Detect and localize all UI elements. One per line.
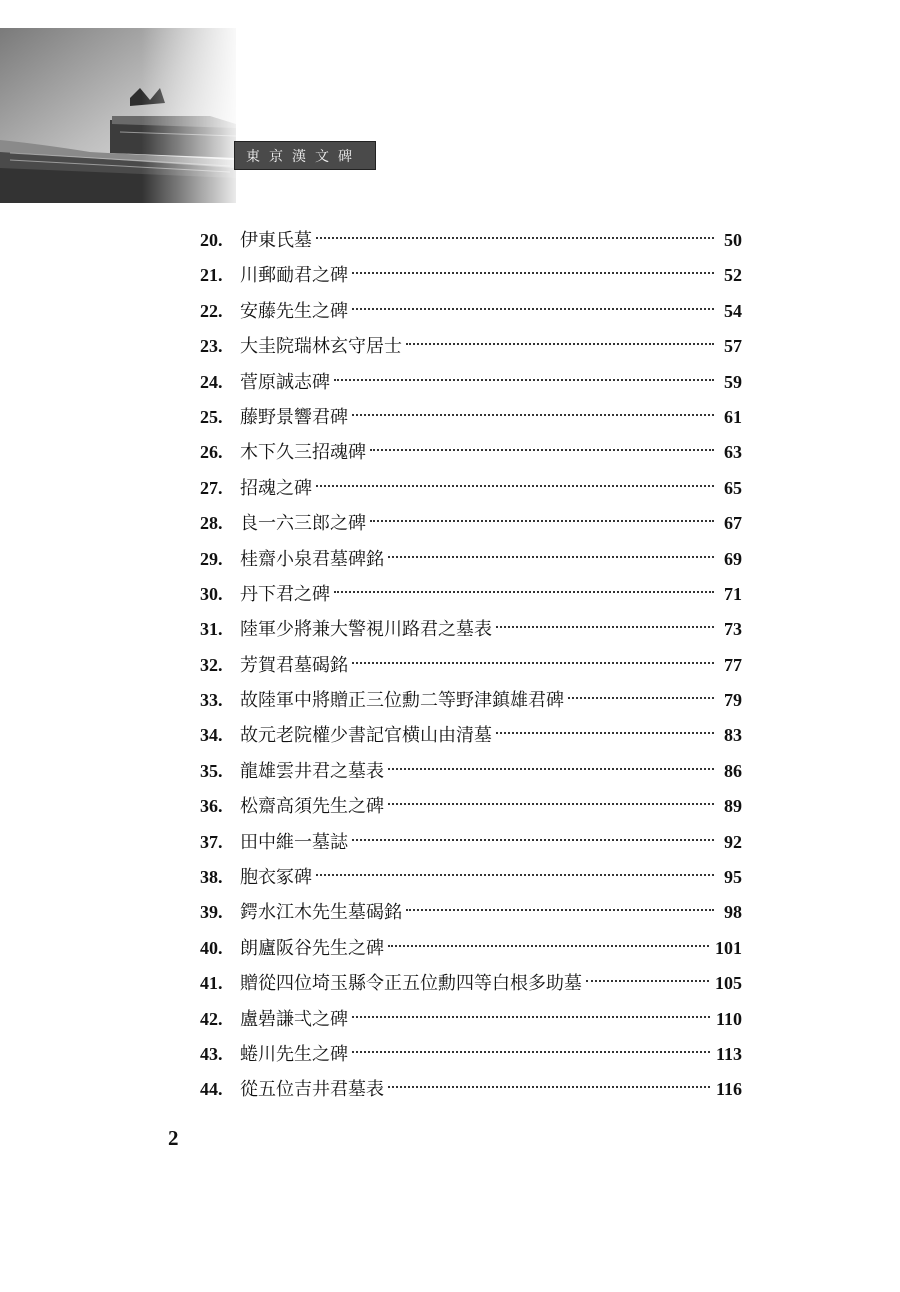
toc-entry[interactable] xyxy=(200,931,742,966)
toc-entry-page: 86 xyxy=(724,760,742,781)
toc-entry-title: 田中維一墓誌 xyxy=(240,831,348,853)
toc-entry-number: 41. xyxy=(200,973,223,994)
toc-entry-number: 44. xyxy=(200,1079,223,1100)
toc-entry-title: 松齋高須先生之碑 xyxy=(240,796,384,818)
toc-entry[interactable] xyxy=(200,1002,742,1037)
toc-entry[interactable] xyxy=(200,718,742,753)
toc-entry-page: 98 xyxy=(724,902,742,923)
toc-entry[interactable] xyxy=(200,860,742,895)
toc-entry-title: 蜷川先生之碑 xyxy=(240,1043,348,1065)
toc-entry-page: 65 xyxy=(724,477,742,498)
dot-leader xyxy=(352,414,714,416)
toc-entry-number: 34. xyxy=(200,725,223,746)
dot-leader xyxy=(406,909,714,911)
toc-entry-number: 32. xyxy=(200,654,223,675)
toc-entry-number: 36. xyxy=(200,796,223,817)
book-title: 東京漢文碑 xyxy=(246,149,361,165)
table-of-contents xyxy=(200,223,742,1108)
dot-leader xyxy=(352,1051,710,1053)
toc-entry-page: 71 xyxy=(724,583,742,604)
toc-entry-number: 35. xyxy=(200,760,223,781)
toc-entry-page: 59 xyxy=(724,371,742,392)
toc-entry[interactable] xyxy=(200,577,742,612)
toc-entry-title: 故元老院權少書記官横山由清墓 xyxy=(240,725,492,747)
dot-leader xyxy=(388,1086,710,1088)
toc-entry-page: 89 xyxy=(724,796,742,817)
toc-entry-title: 贈從四位埼玉縣令正五位勳四等白根多助墓 xyxy=(240,973,582,995)
toc-entry-page: 95 xyxy=(724,867,742,888)
toc-entry-number: 21. xyxy=(200,265,223,286)
dot-leader xyxy=(370,449,714,451)
toc-entry-title: 胞衣冢碑 xyxy=(240,867,312,889)
toc-entry-page: 61 xyxy=(724,406,742,427)
toc-entry[interactable] xyxy=(200,471,742,506)
toc-entry-number: 43. xyxy=(200,1043,223,1064)
dot-leader xyxy=(352,1016,710,1018)
dot-leader xyxy=(406,343,714,345)
dot-leader xyxy=(334,591,714,593)
toc-entry-page: 110 xyxy=(715,1008,742,1029)
toc-entry-title: 良一六三郎之碑 xyxy=(240,513,366,535)
toc-entry-title: 龍雄雲井君之墓表 xyxy=(240,760,384,782)
dot-leader xyxy=(496,626,714,628)
toc-entry-title: 安藤先生之碑 xyxy=(240,300,348,322)
dot-leader xyxy=(316,485,714,487)
toc-entry-title: 芳賀君墓碣銘 xyxy=(240,654,348,676)
dot-leader xyxy=(316,237,714,239)
toc-entry-number: 39. xyxy=(200,902,223,923)
toc-entry-page: 79 xyxy=(724,690,742,711)
dot-leader xyxy=(352,662,714,664)
dot-leader xyxy=(352,272,714,274)
toc-entry[interactable] xyxy=(200,506,742,541)
toc-entry-number: 28. xyxy=(200,513,223,534)
toc-entry-page: 105 xyxy=(715,973,742,994)
toc-entry[interactable] xyxy=(200,258,742,293)
toc-entry-page: 77 xyxy=(724,654,742,675)
toc-entry-number: 37. xyxy=(200,831,223,852)
toc-entry-title: 藤野景響君碑 xyxy=(240,406,348,428)
toc-entry-number: 22. xyxy=(200,300,223,321)
toc-entry-page: 67 xyxy=(724,513,742,534)
dot-leader xyxy=(370,520,714,522)
toc-entry[interactable] xyxy=(200,648,742,683)
toc-entry-number: 30. xyxy=(200,583,223,604)
toc-entry-title: 大圭院瑞林玄守居士 xyxy=(240,336,402,358)
toc-entry-page: 63 xyxy=(724,442,742,463)
dot-leader xyxy=(586,980,709,982)
toc-entry-page: 73 xyxy=(724,619,742,640)
toc-entry-number: 40. xyxy=(200,937,223,958)
toc-entry[interactable] xyxy=(200,966,742,1001)
dot-leader xyxy=(388,556,714,558)
toc-entry-page: 83 xyxy=(724,725,742,746)
dot-leader xyxy=(388,768,714,770)
toc-entry-number: 23. xyxy=(200,336,223,357)
toc-entry-page: 57 xyxy=(724,336,742,357)
dot-leader xyxy=(388,945,709,947)
toc-entry[interactable] xyxy=(200,1072,742,1107)
toc-entry-number: 33. xyxy=(200,690,223,711)
toc-entry-number: 42. xyxy=(200,1008,223,1029)
toc-entry-number: 31. xyxy=(200,619,223,640)
toc-entry[interactable] xyxy=(200,612,742,647)
dot-leader xyxy=(496,732,714,734)
toc-entry-title: 伊東氏墓 xyxy=(240,230,312,251)
toc-entry-page: 50 xyxy=(724,230,742,250)
toc-entry-number: 27. xyxy=(200,477,223,498)
toc-entry-title: 盧碞謙弌之碑 xyxy=(240,1008,348,1030)
toc-entry[interactable] xyxy=(200,365,742,400)
dot-leader xyxy=(568,697,714,699)
toc-entry[interactable] xyxy=(200,294,742,329)
toc-entry-title: 朗廬阪谷先生之碑 xyxy=(240,937,384,959)
toc-entry-title: 從五位吉井君墓表 xyxy=(240,1079,384,1101)
toc-entry-page: 52 xyxy=(724,265,742,286)
toc-entry[interactable] xyxy=(200,435,742,470)
toc-entry-number: 20. xyxy=(200,230,223,250)
toc-entry[interactable] xyxy=(200,542,742,577)
header-banner-image xyxy=(0,28,236,203)
toc-entry-title: 鍔水江木先生墓碣銘 xyxy=(240,902,402,924)
toc-entry[interactable] xyxy=(200,754,742,789)
toc-entry[interactable] xyxy=(200,1037,742,1072)
toc-entry[interactable] xyxy=(200,223,742,258)
toc-entry-title: 菅原誠志碑 xyxy=(240,371,330,393)
toc-entry[interactable] xyxy=(200,895,742,930)
toc-entry-number: 25. xyxy=(200,406,223,427)
dot-leader xyxy=(334,379,714,381)
toc-entry-title: 招魂之碑 xyxy=(240,477,312,499)
toc-entry[interactable] xyxy=(200,825,742,860)
toc-entry-number: 24. xyxy=(200,371,223,392)
temple-roof-illustration xyxy=(0,28,236,203)
toc-entry-title: 故陸軍中將贈正三位勳二等野津鎮雄君碑 xyxy=(240,690,564,712)
toc-entry-number: 26. xyxy=(200,442,223,463)
toc-entry-number: 29. xyxy=(200,548,223,569)
dot-leader xyxy=(352,839,714,841)
toc-entry-page: 92 xyxy=(724,831,742,852)
toc-entry-page: 54 xyxy=(724,300,742,321)
toc-entry[interactable] xyxy=(200,683,742,718)
toc-entry[interactable] xyxy=(200,400,742,435)
toc-entry-title: 陸軍少將兼大警視川路君之墓表 xyxy=(240,619,492,641)
toc-entry[interactable] xyxy=(200,789,742,824)
toc-entry[interactable] xyxy=(200,329,742,364)
dot-leader xyxy=(316,874,714,876)
page-number: 2 xyxy=(168,1126,179,1150)
toc-entry-page: 116 xyxy=(715,1079,742,1100)
toc-entry-title: 川郵勔君之碑 xyxy=(240,265,348,287)
toc-entry-title: 丹下君之碑 xyxy=(240,583,330,605)
toc-entry-title: 桂齋小泉君墓碑銘 xyxy=(240,548,384,570)
toc-entry-page: 69 xyxy=(724,548,742,569)
toc-entry-page: 101 xyxy=(715,937,742,958)
toc-entry-title: 木下久三招魂碑 xyxy=(240,442,366,464)
dot-leader xyxy=(388,803,714,805)
toc-entry-page: 113 xyxy=(715,1043,742,1064)
dot-leader xyxy=(352,308,714,310)
toc-entry-number: 38. xyxy=(200,867,223,888)
